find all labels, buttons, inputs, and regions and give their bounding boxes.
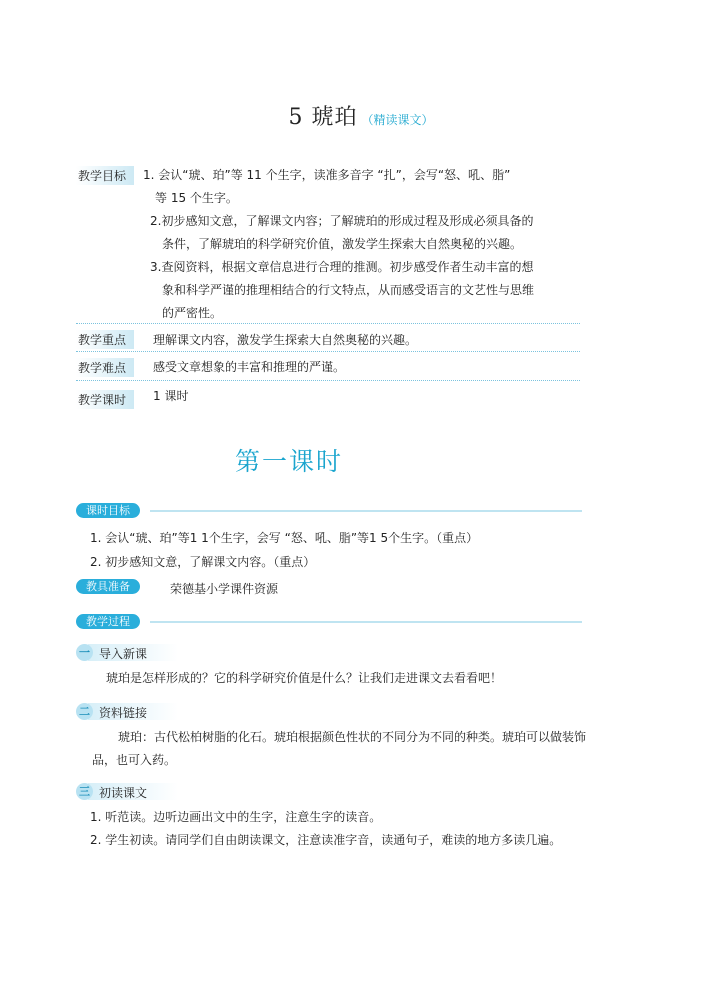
goal-1-line-1: 1. 会认“琥、珀”等 11 个生字，读准多音字 “扎”，会写“怒、吼、脂” [143, 168, 511, 182]
goal-3-line-3: 的严密性。 [162, 306, 223, 320]
divider-3 [76, 380, 580, 381]
step-3-number: 三 [76, 783, 93, 800]
goals-label: 教学目标 [76, 166, 134, 185]
goal-2-line-2: 条件，了解琥珀的科学研究价值，激发学生探索大自然奥秘的兴趣。 [162, 237, 523, 251]
goal-3-line-1: 3.查阅资料，根据文章信息进行合理的推测。初步感受作者生动丰富的想 [150, 260, 534, 274]
goal-1-line-2: 等 15 个生字。 [155, 191, 238, 205]
title-text: 5 琥珀 [288, 105, 358, 130]
step-3-title: 初读课文 [99, 786, 148, 800]
lesson-goal-2: 2. 初步感知文意，了解课文内容。（重点） [90, 555, 316, 569]
step-1-number: 一 [76, 644, 93, 661]
focus-text: 理解课文内容，激发学生探索大自然奥秘的兴趣。 [153, 333, 418, 347]
divider-2 [76, 351, 580, 352]
step-2-line-1: 琥珀：古代松柏树脂的化石。琥珀根据颜色性状的不同分为不同的种类。琥珀可以做装饰 [118, 730, 587, 744]
difficulty-label: 教学难点 [76, 358, 134, 377]
step-3-line-2: 2. 学生初读。请同学们自由朗读课文，注意读准字音，读通句子，难读的地方多读几遍。 [90, 833, 562, 847]
title-subtitle: （精读课文） [361, 113, 434, 127]
step-2-number: 二 [76, 703, 93, 720]
lesson-title: 第一课时 [235, 447, 344, 476]
goal-3-line-2: 象和科学严谨的推理相结合的行文特点，从而感受语言的文艺性与思维 [162, 283, 535, 297]
lesson-goals-label: 课时目标 [76, 503, 140, 518]
lesson-goal-1: 1. 会认“琥、珀”等1 1个生字，会写 “怒、吼、脂”等1 5个生字。（重点） [90, 531, 479, 545]
process-rule [150, 621, 582, 623]
lesson-goals-rule [150, 510, 582, 512]
step-2-line-2: 品，也可入药。 [92, 753, 177, 767]
difficulty-text: 感受文章想象的丰富和推理的严谨。 [153, 360, 346, 374]
focus-label: 教学重点 [76, 330, 134, 349]
divider-1 [76, 323, 580, 324]
step-3-line-1: 1. 听范读。边听边画出文中的生字，注意生字的读音。 [90, 810, 382, 824]
goal-2-line-1: 2.初步感知文意，了解课文内容；了解琥珀的形成过程及形成必须具备的 [150, 214, 534, 228]
page-title [0, 100, 722, 131]
hours-text: 1 课时 [153, 389, 189, 403]
prep-text: 荣德基小学课件资源 [170, 582, 279, 596]
hours-label: 教学课时 [76, 390, 134, 409]
process-label: 教学过程 [76, 614, 140, 629]
prep-label: 教具准备 [76, 579, 140, 594]
step-2-title: 资料链接 [99, 706, 148, 720]
step-1-line-1: 琥珀是怎样形成的？它的科学研究价值是什么？让我们走进课文去看看吧！ [106, 671, 503, 685]
step-1-title: 导入新课 [99, 647, 148, 661]
